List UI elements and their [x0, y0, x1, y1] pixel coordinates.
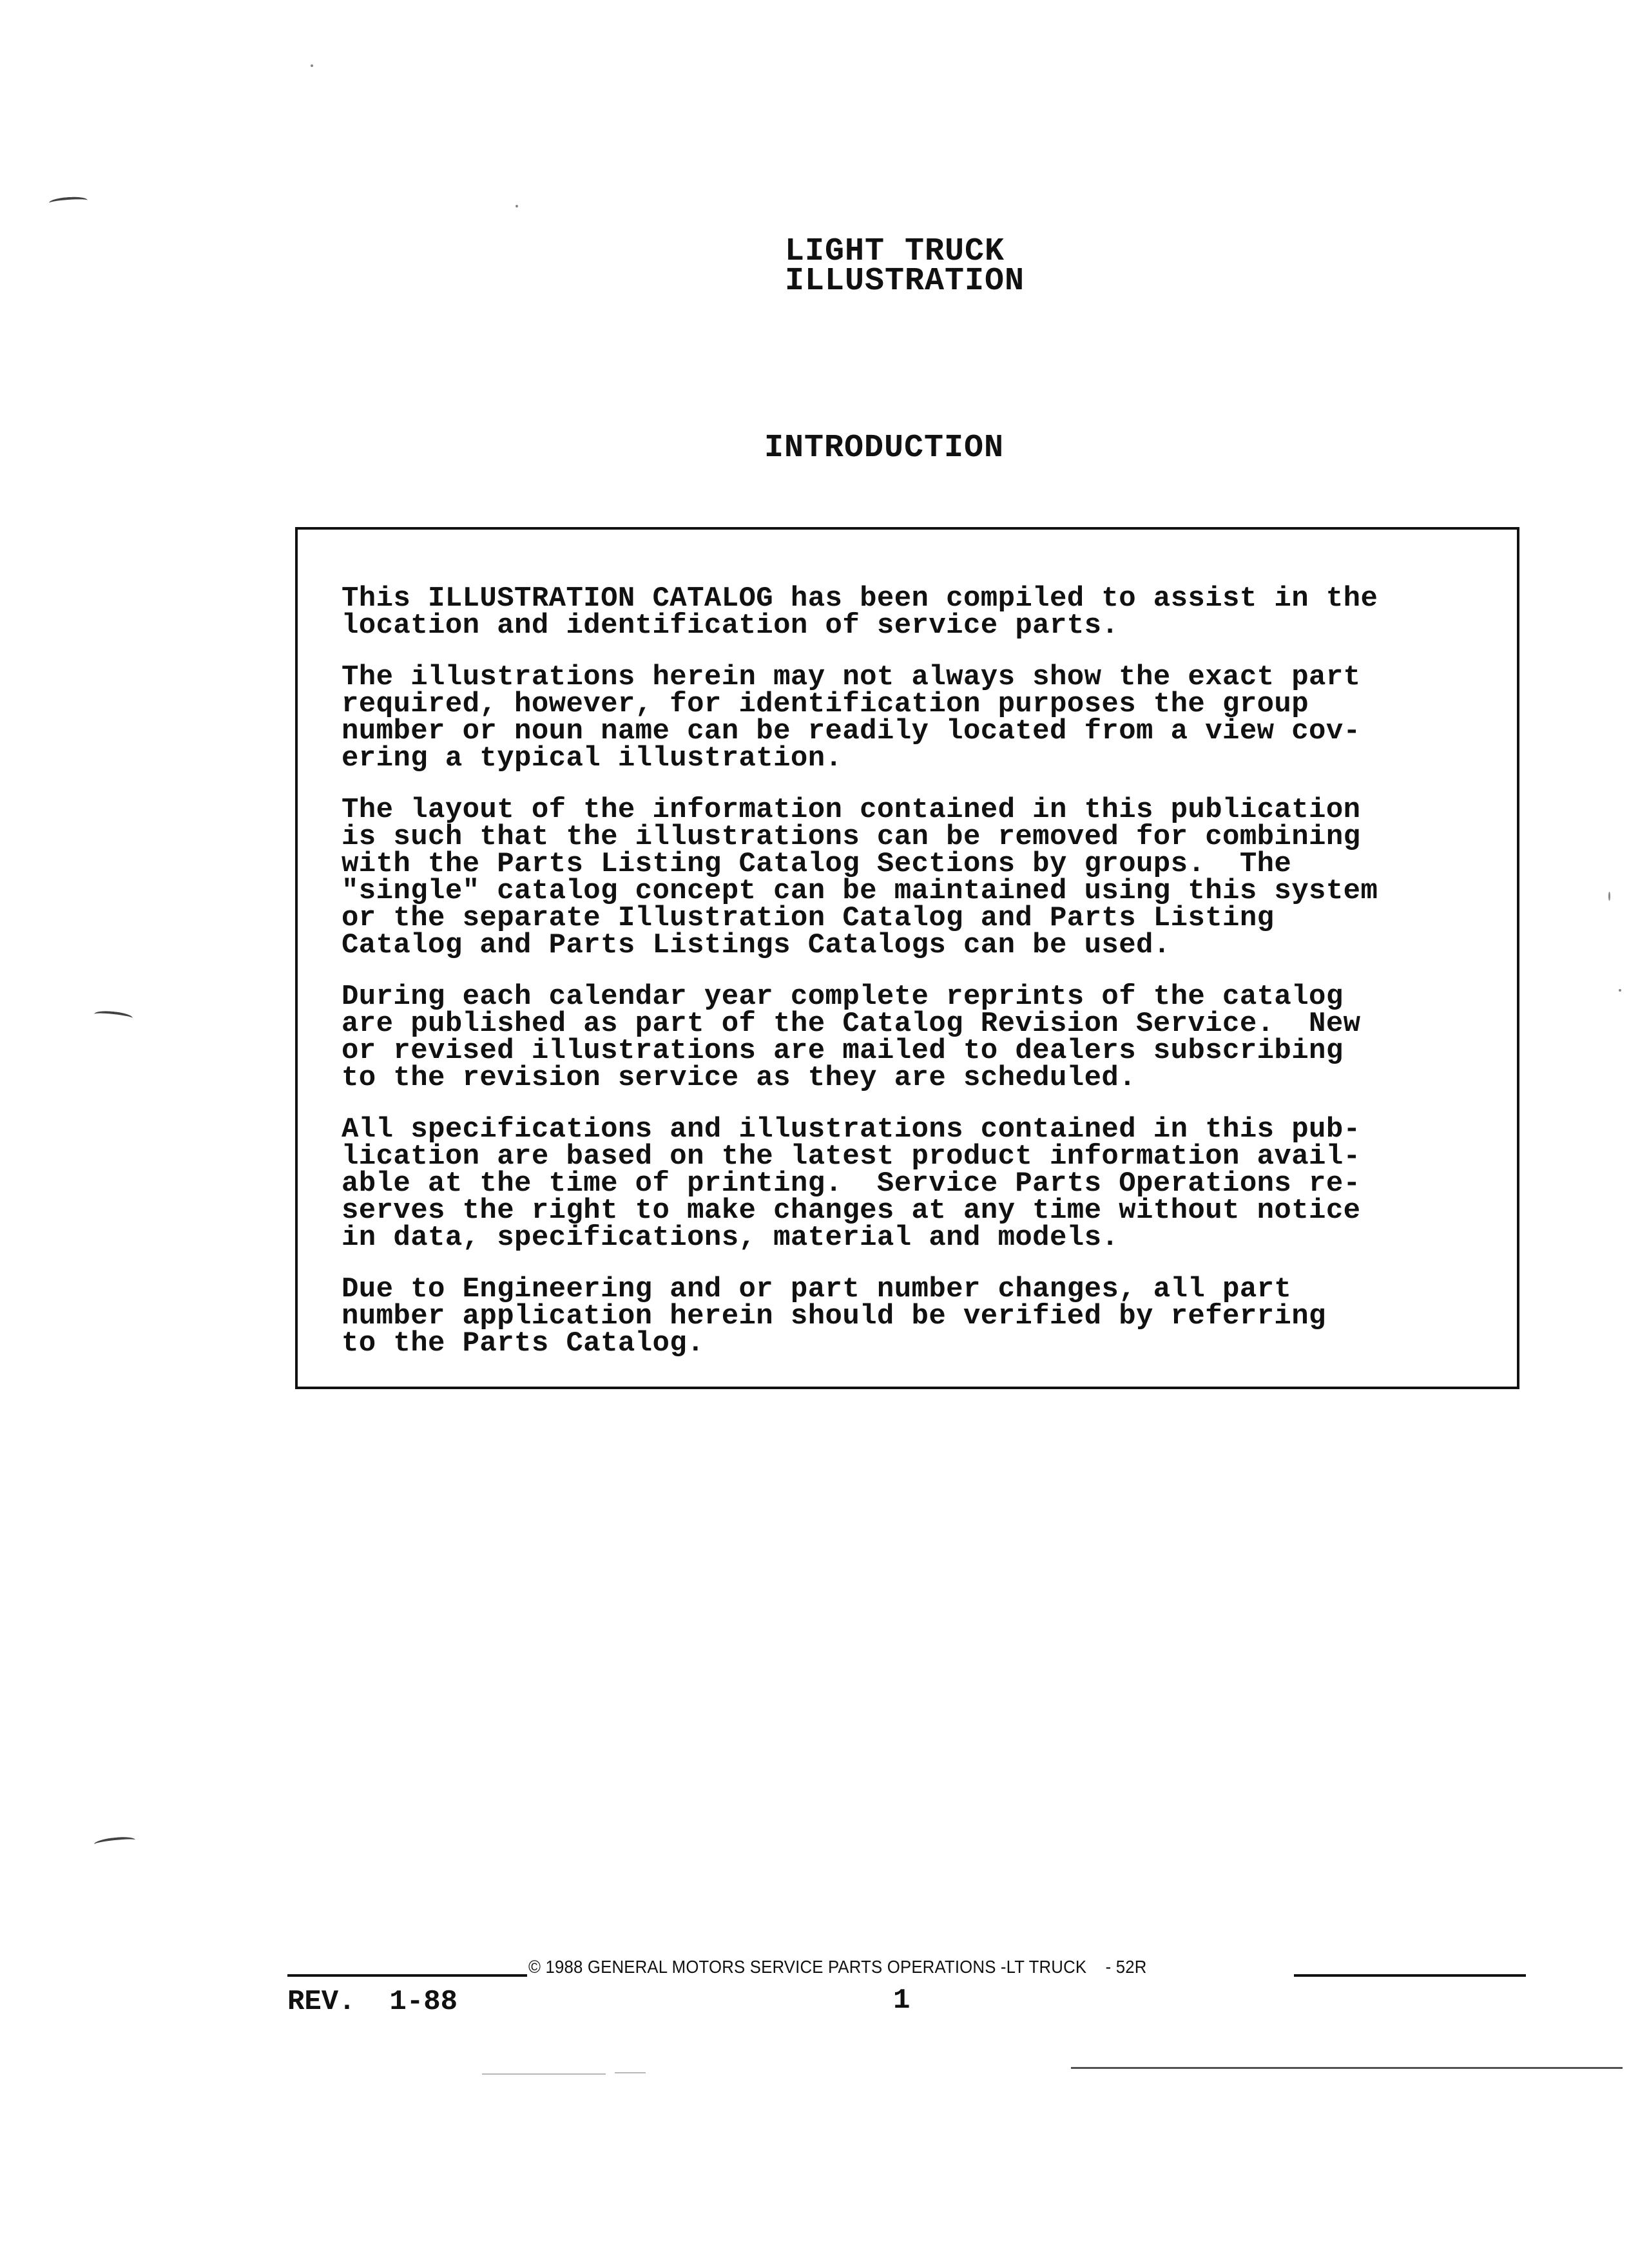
paragraph-line: to the revision service as they are scheduled. [342, 1062, 1136, 1094]
paragraph-line: Catalog and Parts Listings Catalogs can be used. [342, 929, 1171, 961]
footer-rule-right [1294, 1974, 1526, 1977]
paragraph-line: is such that the illustrations can be removed for combining [342, 821, 1361, 853]
paragraph-line: location and identification of service parts. [342, 610, 1119, 642]
title-line-1: LIGHT TRUCK [785, 233, 1005, 270]
paragraph-line: required, however, for identification purposes the group [342, 688, 1309, 720]
scan-speck [311, 64, 313, 67]
paragraph-line: number application herein should be verified by referring [342, 1300, 1326, 1332]
paragraph-line: "single" catalog concept can be maintained using this system [342, 875, 1378, 907]
paragraph-line: lication are based on the latest product information avail- [342, 1140, 1361, 1173]
scan-line-right [1071, 2067, 1623, 2069]
scan-line-mid [615, 2072, 646, 2073]
paragraph-line: able at the time of printing. Service Parts Operations re- [342, 1168, 1361, 1200]
intro-paragraph-6 [342, 1273, 1514, 1360]
paragraph-line: with the Parts Listing Catalog Sections by groups. The [342, 848, 1292, 880]
scan-mark-2 [93, 1010, 133, 1023]
footer-copyright: © 1988 GENERAL MOTORS SERVICE PARTS OPERATIONS -LT TRUCK - 52R [528, 1957, 1147, 1977]
paragraph-line: or revised illustrations are mailed to dealers subscribing [342, 1035, 1344, 1067]
scan-mark-1 [49, 196, 88, 207]
paragraph-line: ering a typical illustration. [342, 742, 843, 774]
intro-paragraph-5 [342, 1113, 1514, 1254]
scan-speck [1619, 989, 1621, 992]
paragraph-line: are published as part of the Catalog Revision Service. New [342, 1008, 1361, 1040]
section-heading: INTRODUCTION [764, 430, 1005, 466]
intro-paragraph-4 [342, 981, 1514, 1094]
paragraph-line: This ILLUSTRATION CATALOG has been compiled to assist in the [342, 582, 1378, 615]
intro-paragraph-1 [342, 582, 1514, 642]
footer-rule-left [287, 1974, 527, 1977]
scan-speck [1608, 892, 1610, 901]
introduction-text [342, 582, 1514, 1381]
paragraph-line: The illustrations herein may not always show the exact part [342, 661, 1361, 693]
revision-label: REV. 1-88 [287, 1986, 458, 2018]
scan-mark-3 [93, 1836, 135, 1849]
paragraph-line: serves the right to make changes at any time without notice [342, 1195, 1361, 1227]
title-line-2: ILLUSTRATION [785, 263, 1025, 300]
document-title [785, 233, 1025, 300]
scan-speck [516, 205, 518, 207]
intro-paragraph-3 [342, 796, 1514, 959]
paragraph-line: to the Parts Catalog. [342, 1327, 704, 1360]
paragraph-line: Due to Engineering and or part number changes, all part [342, 1273, 1292, 1305]
paragraph-line: or the separate Illustration Catalog and Parts Listing [342, 902, 1275, 934]
paragraph-line: number or noun name can be readily located from a view cov- [342, 715, 1361, 747]
paragraph-line: in data, specifications, material and models. [342, 1222, 1119, 1254]
introduction-box [295, 527, 1519, 1389]
paragraph-line: The layout of the information contained in this publication [342, 794, 1361, 826]
page-number: 1 [893, 1984, 911, 2017]
paragraph-line: All specifications and illustrations contained in this pub- [342, 1113, 1361, 1146]
scan-line-left [482, 2073, 606, 2075]
intro-paragraph-2 [342, 661, 1514, 774]
paragraph-line: During each calendar year complete reprints of the catalog [342, 981, 1344, 1013]
